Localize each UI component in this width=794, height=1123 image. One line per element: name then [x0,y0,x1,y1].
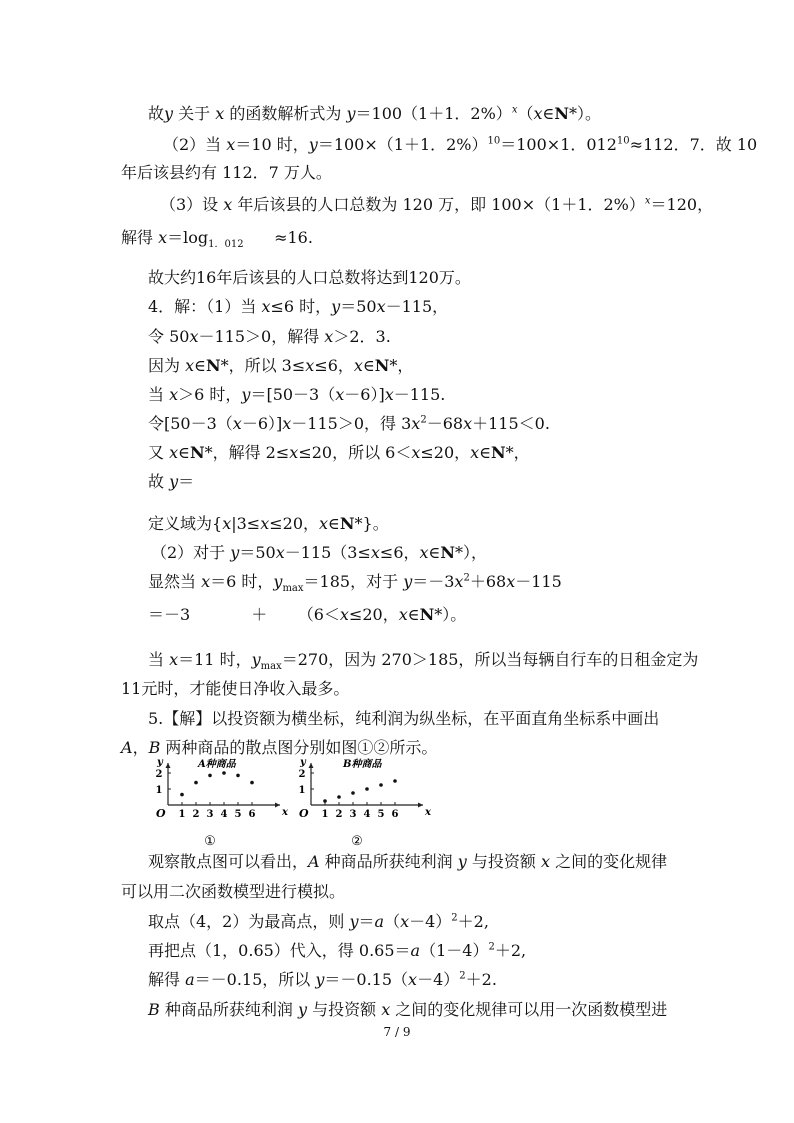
text-line: 故 y＝ [148,472,195,491]
chart-title: B种商品 [343,759,382,770]
data-point [393,779,397,783]
y-axis-label: y [300,757,306,768]
x-tick-label: 5 [234,809,242,820]
y-axis-label: y [157,757,163,768]
x-tick-label: 3 [206,809,214,820]
text-line: 5.【解】以投资额为横坐标，纯利润为纵坐标，在平面直角坐标系中画出 [148,709,660,728]
y-tick-label: 2 [298,769,306,780]
x-axis-arrow [275,803,280,808]
text-line: 显然当 x＝6 时，$y_{max}=185$，对于 $y=-3x^2+68x-115$ [148,572,562,595]
x-tick-label: 2 [192,809,200,820]
x-tick-label: 3 [349,809,357,820]
data-point [365,787,369,791]
text-line: B 种商品所获纯利润 y 与投资额 x 之间的变化规律可以用一次函数模型进 [148,1000,668,1019]
origin-label: O [156,807,166,820]
y-axis-arrow [309,763,314,768]
data-point [379,783,383,787]
text-line: （2）当 x＝10 时，y＝100×（1＋1．2%）$^{10}$＝100×1．$012^{10}\approx 112$．7．故 10 [163,135,758,154]
text-line: （2）对于 y＝50x－115（3≤x≤6，x∈N*）， [151,543,488,562]
text-line: 4．解：（1）当 x≤6 时，y＝50x－115， [148,297,449,316]
page-number: 7 / 9 [383,1025,411,1039]
text-line: 定义域为{x|3≤x≤20，x∈N*}。 [148,514,389,533]
x-tick-label: 5 [377,809,385,820]
text-line: 解得 a＝－0.15，所以 $y=-0.15(x-4)^2+2$. [148,970,497,989]
text-line: 令[50－3（x－6）]x－115＞0，得 $3x^2-68x+115<0$. [148,414,550,433]
figure-caption: ② [351,834,363,849]
x-tick-label: 4 [363,809,371,820]
text-line: ＝－3 ＋ （6＜x≤20，x∈N*）。 [148,605,467,624]
data-point [351,791,355,795]
text-line: 因为 x∈N*，所以 3≤x≤6，x∈N*， [148,356,414,375]
text-line: 当 x＞6 时，y＝[50－3（x－6）]x－115. [148,385,446,404]
text-line: 令 50x－115＞0，解得 x＞2．3. [148,327,391,346]
text-line: 可以用二次函数模型进行模拟。 [121,882,346,901]
x-axis-label: x [425,807,431,818]
data-point [236,774,240,778]
x-axis-arrow [418,803,423,808]
text-line: 11元时，才能使日净收入最多。 [121,679,350,698]
text-line: 解得 $x=\log_{1.012}$ ≈16. [121,228,313,251]
scatter-chart-a [156,757,289,849]
figure-caption: ① [204,834,216,849]
x-tick-label: 1 [321,809,329,820]
data-point [208,774,212,778]
y-tick-label: 1 [155,785,163,796]
y-tick-label: 2 [155,769,163,780]
data-point [222,771,226,775]
text-line: （3）设 x 年后该县的人口总数为 120 万，即 100×（1＋1．2%）$^x$＝120， [160,195,714,214]
text-line: 当 x＝11 时，$y_{max}=270$，因为 270＞185，所以当每辆自行车的日租金定为 [148,650,699,673]
text-line: 年后该县约有 112．7 万人。 [121,163,332,182]
x-tick-label: 6 [391,809,399,820]
x-tick-label: 2 [335,809,343,820]
text-line: A，B 两种商品的散点图分别如图①②所示。 [121,738,438,757]
text-line: 观察散点图可以看出，A 种商品所获纯利润 y 与投资额 x 之间的变化规律 [148,852,668,871]
x-axis-label: x [282,807,288,818]
text-line: 又 x∈N*，解得 2≤x≤20，所以 6＜x≤20，x∈N*， [148,443,530,462]
data-point [194,781,198,785]
text-line: 取点（4，2）为最高点，则 $y=a(x-4)^2+2$, [148,912,489,931]
text-line: 故大约16年后该县的人口总数将达到120万。 [148,268,471,287]
data-point [180,793,184,797]
data-point [323,799,327,803]
y-axis-arrow [166,763,171,768]
x-tick-label: 6 [248,809,256,820]
scatter-chart-b [299,757,432,849]
x-tick-label: 1 [178,809,186,820]
text-line: 再把点（1，0.65）代入，得 $0.65=a(1-4)^2+2$, [148,941,527,960]
origin-label: O [299,807,309,820]
x-tick-label: 4 [220,809,228,820]
chart-title: A种商品 [198,759,236,770]
y-tick-label: 1 [298,785,306,796]
data-point [337,795,341,799]
data-point [250,781,254,785]
text-line: 故y 关于 x 的函数解析式为 y＝100（1＋1．2%）$^x$（x∈N*）。 [148,104,601,123]
